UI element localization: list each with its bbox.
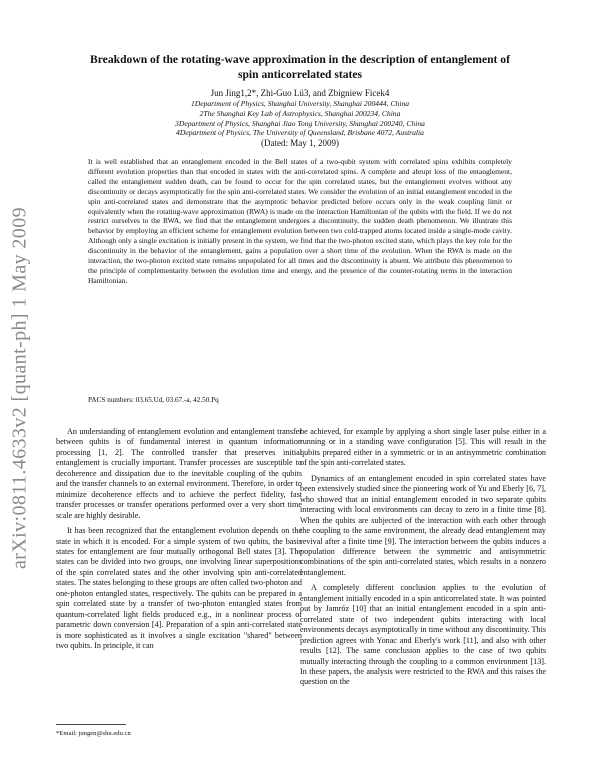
body-paragraph: It has been recognized that the entanglement evolution depends on the state in which it is encoded. For a simple system of two qubits, the basis states for entanglement are four mutually orthogonal Bell states [3]. The states can be divided into two groups, one involving linear superpositions of the spin correlated states and the other involving spin anti-correlated states. The states belonging to these groups are often called two-photon and one-photon entangled states, respectively. The qubits can be prepared in a spin correlated state by a transfer of two-photon entangled states from quantum-correlated light fields produced e.g., in a nonlinear process of parametric down conversion [4]. Preparation of a spin anti-correlated state is more sophisticated as it involves a single excitation "shared" between two qubits. In principle, it can xyxy=(56,526,302,651)
affiliation-1: 1Department of Physics, Shanghai University, Shanghai 200444, China xyxy=(190,99,410,108)
body-paragraph: A completely different conclusion applies to the evolution of entanglement initially encoded in a spin anticorrelated state. It was pointed out by Jamróz [10] that an initial entanglement encoded in a spin anti-correlated state of two independent qubits interacting with local environments decays asymptotically in time without any discontinuity. This prediction agrees with Yonac and Eberly's work [11], and also with other results [12]. The same conclusion applies to the case of two qubits mutually interacting through the coupling to a common environment [13]. In these papers, the analysis were restricted to the RWA and this raises the question on the xyxy=(300,583,546,687)
pacs-numbers: PACS numbers: 03.65.Ud, 03.67.-a, 42.50.Pq xyxy=(88,396,219,404)
affiliation-2: 2The Shanghai Key Lab of Astrophysics, Shanghai 200234, China xyxy=(199,108,401,118)
dated-line: (Dated: May 1, 2009) xyxy=(261,138,339,149)
affiliation-4: 4Department of Physics, The University of Queensland, Brisbane 4072, Australia xyxy=(176,128,424,138)
author-list: Jun Jing1,2*, Zhi-Guo Lü3, and Zbigniew Ficek4 xyxy=(210,88,390,98)
abstract: It is well established that an entanglement encoded in the Bell states of a two-qubit system with correlated spins exhibits completely different evolution properties than that encoded in states with the anti-correlated spins. A complete and abrupt loss of the entanglement, called the entanglement sudden death, can be found to occur for the spin correlated states, but the entanglement evolves without any discontinuity or decays asymptotically for the spin anti-correlated states. We consider the evolution of an initial entanglement encoded in the spin anti-correlated states and demonstrate that the asymptotic behavior predicted before occurs only in the weak coupling limit or equivalently when the rotating-wave approximation (RWA) is made on the interaction Hamiltonian of the qubits with the field. If we do not restrict ourselves to the RWA, we find that the entanglement undergoes a discontinuity, the sudden death phenomenon. We illustrate this behavior by employing an efficient scheme for entanglement evolution between two cold-trapped atoms located inside a single-mode cavity. Although only a single excitation is initially present in the system, we find that the two-photon excited state, which plays the key role for the discontinuity in the behavior of the entanglement, gains a population over a short time of the evolution. When the RWA is made on the interaction, the two-photon excited state remains unpopulated for all times and the discontinuity is absent. We attribute this phenomenon to the principle of complementarity between the evolution time and energy, and the presence of the counter-rotating terms in the interaction Hamiltonian. xyxy=(88,157,512,285)
right-column xyxy=(300,427,546,693)
title-line-1: Breakdown of the rotating-wave approximation in the description of entanglement of xyxy=(90,53,510,66)
paper-title xyxy=(60,52,540,82)
body-paragraph: An understanding of entanglement evolution and entanglement transfer between qubits is of fundamental interest in quantum information processing [1, 2]. The controlled transfer that preserves initial entanglement is crucially important. Transfer processes are susceptible to decoherence and dissipation due to the inevitable coupling of the qubits and the transfer channels to an external environment. Therefore, in order to minimize decoherence effects and to achieve the perfect fidelity, fast transfer processes or transfer operations performed over a very short time scale are highly desirable. xyxy=(56,427,302,520)
footnote-email: *Email: jungen@shu.edu.cn xyxy=(56,730,131,737)
arxiv-sidebar-stamp xyxy=(6,206,34,570)
footnote-rule xyxy=(56,724,126,725)
body-paragraph: be achieved, for example by applying a short single laser pulse either in a running or in a standing wave configuration [5]. This will result in the qubits prepared either in a symmetric or in an antisymmetric combination of the spin anti-correlated states. xyxy=(300,427,546,468)
body-paragraph: Dynamics of an entanglement encoded in spin correlated states have been extensively studied since the pioneering work of Yu and Eberly [6, 7], who showed that an initial entanglement encoded in two separate qubits interacting with local environments can decay to zero in a finite time [8]. When the qubits are subjected of the interaction with each other through the coupling to the same environment, the already dead entanglement may revival after a finite time [9]. The interaction between the qubits induces a population difference between the symmetric and antisymmetric combinations of the spin anti-correlated states, which results in a nonzero entanglement. xyxy=(300,473,546,577)
author-block xyxy=(100,88,500,149)
arxiv-id: arXiv:0811.4633v2 [quant-ph] 1 May 2009 xyxy=(8,206,31,570)
left-column xyxy=(56,427,302,657)
affiliation-3: 3Department of Physics, Shanghai Jiao Tong University, Shanghai 200240, China xyxy=(175,118,425,128)
title-line-2: spin anticorrelated states xyxy=(237,68,363,81)
